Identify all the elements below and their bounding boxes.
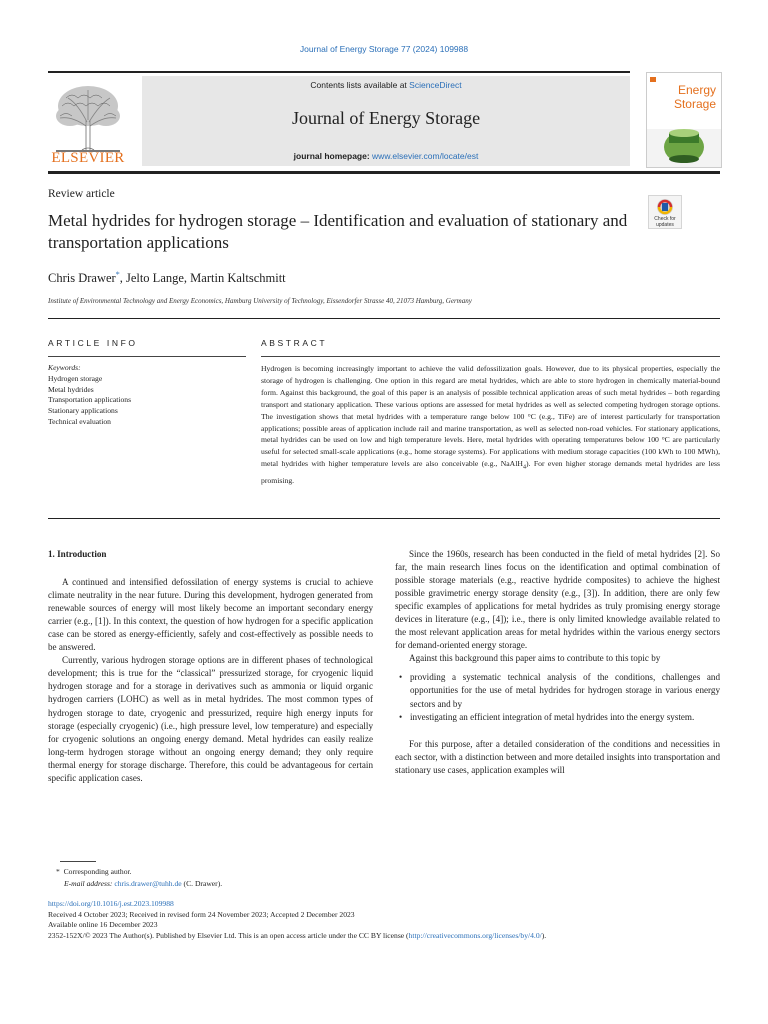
- journal-cover-thumbnail[interactable]: [646, 72, 722, 168]
- body-paragraph: Against this background this paper aims to contribute to this topic by: [409, 653, 661, 664]
- article-type: Review article: [48, 188, 115, 200]
- body-paragraph: Since the 1960s, research has been conducted in the field of metal hydrides [2]. So far, the main research lines focus on the identification and optimal combination of possible storage materials (e.g., reactive hydride composites) to achieve the highest possible gravimetric energy storage density (e.g., [3]). In addition, there are only few specific examples of applications for metal hydrides as truly promising energy storage devices in literature (e.g., [4]); i.e., there is only limited knowledge available related to the most relevant application areas for metal hydrides within the various energy sectors for demand-oriented energy storage.: [395, 549, 720, 651]
- footnote-rule: [60, 861, 96, 862]
- keyword: Metal hydrides: [48, 384, 94, 394]
- check-updates-label: Check for updates: [654, 216, 676, 228]
- article-info-rule: [48, 356, 246, 357]
- body-column-left: [48, 548, 373, 785]
- keywords-label: Keywords:: [48, 363, 81, 372]
- abstract-rule: [261, 356, 720, 357]
- received-dates: Received 4 October 2023; Received in revised form 24 November 2023; Accepted 2 December 2023: [48, 909, 355, 919]
- abstract-subscript: 4: [522, 464, 526, 471]
- section-divider: [48, 518, 720, 519]
- corresponding-author-mark[interactable]: *: [115, 270, 120, 279]
- online-date: Available online 16 December 2023: [48, 920, 158, 930]
- license-suffix: ).: [541, 930, 547, 940]
- article-info-heading: ARTICLE INFO: [48, 338, 138, 348]
- author-separator: ,: [183, 271, 191, 286]
- corresponding-label: Corresponding author.: [63, 867, 132, 876]
- body-column-right: [395, 548, 720, 777]
- email-line: [56, 878, 222, 890]
- keyword: Stationary applications: [48, 406, 118, 416]
- body-paragraph: Currently, various hydrogen storage options are in different phases of technological development; this is true for the “classical” pressurized storage, for cryogenic liquid hydrogen storage and for a storage in derivatives such as ammonia or liquid organic hydrogen carriers (LOHC) as well as in metal hydrides. The most common types of hydrogen storage to date, cryogenic and pressurized, require high energy inputs for storage (especially cryogenic) (i.e., high pressure level, low temperature) and especially for cryogenic solutions an ongoing energy demand. Metal hydrides can easily realize long-term hydrogen storage without an ongoing energy demand; they only require thermal energy for storage discharge. Therefore, this could be advantageous for certain specific application cases.: [48, 655, 373, 783]
- abstract-text: [261, 363, 720, 487]
- contribution-list: [395, 671, 720, 723]
- header-bottom-rule: [48, 171, 720, 174]
- keyword: Technical evaluation: [48, 416, 111, 426]
- abstract-end: ). For even higher storage demands metal hydrides are less promising.: [261, 459, 720, 485]
- email-label: E-mail address:: [64, 879, 115, 888]
- keywords-list: [48, 363, 246, 428]
- check-for-updates-badge[interactable]: [648, 195, 682, 229]
- keyword: Hydrogen storage: [48, 373, 103, 383]
- license-line: [48, 931, 728, 942]
- author-separator: ,: [119, 271, 126, 286]
- section-divider: [48, 318, 720, 319]
- license-text: 2352-152X/© 2023 The Author(s). Published by Elsevier Ltd. This is an open access article under the CC BY license (: [48, 930, 409, 940]
- homepage-link[interactable]: www.elsevier.com/locate/est: [372, 151, 479, 161]
- email-suffix: (C. Drawer).: [181, 879, 223, 888]
- journal-name: Journal of Energy Storage: [291, 108, 481, 128]
- footnote: [56, 866, 222, 890]
- list-item: • providing a systematic technical analysis of the conditions, challenges and opportunities for the use of metal hydrides for hydrogen storage in various energy sectors and by: [410, 671, 720, 710]
- author-name[interactable]: Jelto Lange: [125, 271, 184, 286]
- list-item: • investigating an efficient integration of metal hydrides into the energy system.: [410, 711, 720, 724]
- author-name[interactable]: Chris Drawer: [48, 271, 116, 286]
- header-top-rule: [48, 71, 630, 73]
- contents-line: [142, 80, 630, 90]
- body-paragraph: A continued and intensified defossilation of energy systems is crucial to achieve climate neutrality in the near future. During this development, hydrogen generated from renewable sources of energy will most likely become an important secondary energy carrier (e.g., [1]). In this context, the question of how hydrogen for a specific application case can be stored as energy-efficiently, safely and cost-effectively as possible needs to be answered.: [48, 577, 373, 653]
- contents-prefix: Contents lists available at: [310, 80, 410, 90]
- article-title: Metal hydrides for hydrogen storage – Identification and evaluation of stationary and transportation applications: [48, 211, 628, 252]
- sciencedirect-link[interactable]: ScienceDirect: [409, 80, 462, 90]
- abstract-body: Hydrogen is becoming increasingly important to achieve the valid defossilization goals. However, due to its physical properties, especially the storage of hydrogen is challenging. One option in this regard are metal hydrides, which are able to store hydrogen in chemically material-bound form. Against this background, the goal of this paper is an analysis of possible technical application areas of such metal hydrides – both regarding transport and stationary application. These various options are assessed for metal hydrides as well as selected competing hydrogen storage options. The investigation shows that metal hydrides with a temperature range below 100 °C (e.g., TiFe) are of interest particularly for transportation applications; possible areas of application include rail and marine transportation, as well as selected non-road vehicles. For stationary applications, metal hydrides can be used on low and high temperature levels. Here, metal hydrides with operating temperatures below 100 °C are particularly useful for selected small-scale applications (e.g., home storage systems). For applications with medium storage capacities (100 kWh to 100 MWh), metal hydrides with higher temperature levels are also conceivable (e.g., NaAlH: [261, 364, 720, 469]
- body-paragraph: For this purpose, after a detailed consideration of the conditions and necessities in each sector, with a distinction between and more detailed insights into transportation and stationary use cases, application examples will: [395, 738, 720, 775]
- cover-title-energy: Energy: [677, 83, 716, 97]
- doi-link[interactable]: https://doi.org/10.1016/j.est.2023.109988: [48, 899, 174, 908]
- publication-info: [48, 899, 728, 941]
- journal-citation-link[interactable]: Journal of Energy Storage 77 (2024) 109988: [299, 44, 469, 54]
- footnote-mark: *: [56, 867, 60, 876]
- cover-title-storage: Storage: [673, 97, 716, 111]
- author-list: [48, 270, 286, 286]
- abstract-heading: ABSTRACT: [261, 338, 328, 348]
- keyword: Transportation applications: [48, 395, 132, 405]
- homepage-label: journal homepage:: [293, 151, 373, 161]
- affiliation: Institute of Environmental Technology and Energy Economics, Hamburg University of Technology, Eissendorfer Strasse 40, 21073 Hamburg, Germany: [48, 297, 472, 305]
- author-name[interactable]: Martin Kaltschmitt: [190, 271, 286, 286]
- elsevier-wordmark: ELSEVIER: [51, 150, 125, 166]
- section-heading: 1. Introduction: [48, 549, 107, 559]
- elsevier-logo[interactable]: [48, 76, 128, 166]
- license-link[interactable]: http://creativecommons.org/licenses/by/4.0/: [408, 930, 542, 940]
- corresponding-note: [56, 866, 222, 878]
- email-link[interactable]: chris.drawer@tuhh.de: [114, 879, 182, 888]
- journal-homepage-line: [142, 151, 630, 161]
